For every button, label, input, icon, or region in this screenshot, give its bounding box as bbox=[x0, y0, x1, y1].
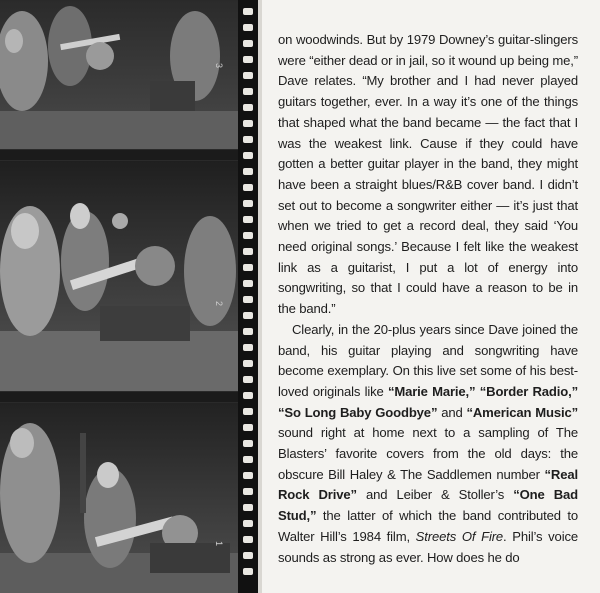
photo-frame-2 bbox=[0, 160, 238, 392]
frame-number: 3 bbox=[214, 63, 224, 69]
frame-number: 1 bbox=[214, 541, 224, 547]
song-title: “Border Radio,” bbox=[479, 383, 578, 399]
text-run: sound right at home next to a sampling of The Blasters’ favorite covers from the old days: the obscure Bill Haley & The Saddlemen number bbox=[278, 425, 578, 482]
text-run: and Leiber & Stoller’s bbox=[356, 487, 514, 503]
text-run: the latter of which the band contributed to Walter Hill’s 1984 film, bbox=[278, 508, 578, 544]
song-title: “One Bad Stud,” bbox=[278, 487, 579, 524]
film-title: Streets Of Fire bbox=[415, 528, 504, 544]
film-strip bbox=[0, 0, 258, 593]
page-gutter bbox=[258, 0, 262, 593]
song-title: “Real Rock Drive” bbox=[278, 466, 578, 503]
paragraph-1 bbox=[278, 30, 578, 320]
song-title: “American Music” bbox=[466, 404, 578, 420]
article-text bbox=[278, 30, 578, 568]
song-title: “So Long Baby Goodbye” bbox=[278, 404, 438, 420]
text-run: Clearly, in the 20-plus years since Dave joined the band, his guitar playing and songwriting have become exemplary. On this live set some of his best-loved originals like bbox=[278, 321, 578, 399]
text-run: and bbox=[437, 404, 467, 420]
frame-number: 2 bbox=[214, 301, 224, 307]
photo-frame-3 bbox=[0, 0, 238, 150]
film-sprocket-edge bbox=[238, 0, 258, 593]
concert-photo bbox=[0, 161, 238, 391]
concert-photo bbox=[0, 1, 238, 149]
concert-photo bbox=[0, 403, 238, 593]
text-run: on woodwinds. But by 1979 Downey’s guitar-slingers were “either dead or in jail, so it wound up being me,” Dave relates. “My brother and I had never played guitars together, ever. In a way it’s one of the things that shaped what the band became — the fact that I was the weakest link. Cause if they could have gotten a better guitar player in the band, they might have been a straight blues/R&B cover band. I didn’t set out to become a songwriter either — it’s just that when we tried to get a record deal, they said ‘You need original songs.’ Because I felt like the weakest link as a guitarist, I put a lot of energy into songwriting, so that I could have a reason to be in the band.” bbox=[278, 32, 578, 317]
song-title: “Marie Marie,” bbox=[387, 383, 476, 399]
paragraph-2 bbox=[278, 320, 578, 568]
photo-frame-1 bbox=[0, 402, 238, 593]
text-run: . Phil’s voice sounds as strong as ever. How does he do bbox=[278, 528, 578, 565]
